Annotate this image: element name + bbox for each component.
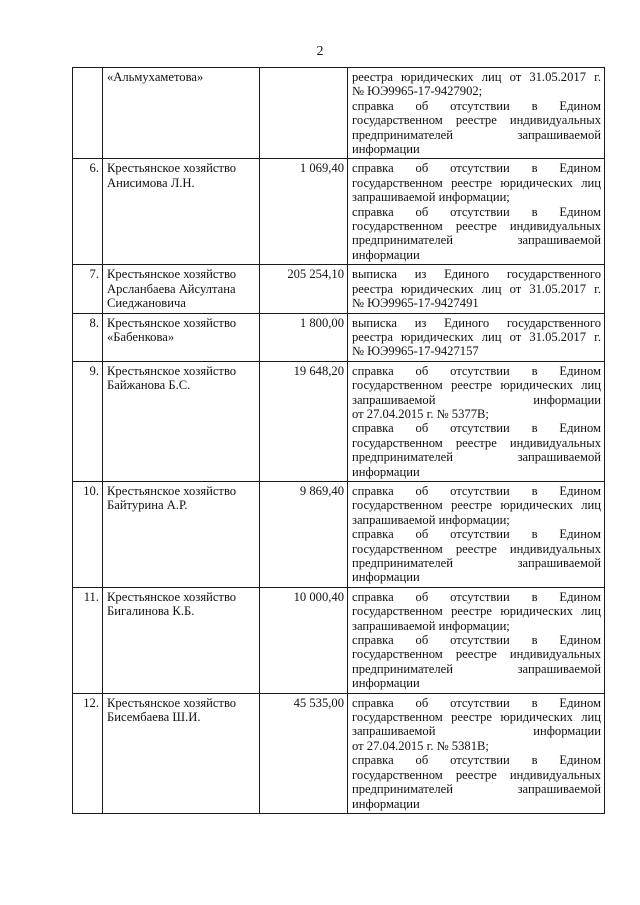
document-line: № ЮЭ9965-17-9427902; [352, 84, 483, 99]
document-line: № ЮЭ9965-17-9427491 [352, 296, 479, 311]
table-row [73, 481, 605, 587]
documents-cell [348, 313, 605, 361]
table-row [73, 159, 605, 265]
document-line: государственном реестре индивидуальных [352, 541, 601, 556]
farms-table [72, 67, 605, 814]
document-line: справка об отсутствии в Едином [352, 753, 601, 768]
table-row [73, 693, 605, 813]
table-row [73, 313, 605, 361]
row-number: 11. [73, 587, 103, 693]
documents-cell [348, 587, 605, 693]
row-number: 6. [73, 159, 103, 265]
document-line: выписка из Единого государственного [352, 315, 601, 330]
row-number: 9. [73, 361, 103, 481]
document-line: запрашиваемой информации; [352, 618, 510, 633]
document-line: запрашиваемой информации [352, 392, 601, 407]
document-line: № ЮЭ9965-17-9427157 [352, 344, 479, 359]
document-line: справка об отсутствии в Едином [352, 363, 601, 378]
farm-name-line: Крестьянское хозяйство [107, 363, 237, 378]
document-line: предпринимателей запрашиваемой [352, 233, 601, 248]
document-line: запрашиваемой информации; [352, 512, 510, 527]
document-line: от 27.04.2015 г. № 5377В; [352, 406, 489, 421]
documents-cell [348, 68, 605, 159]
table-row [73, 265, 605, 313]
farm-name-cell [103, 159, 260, 265]
document-line: справка об отсутствии в Едином [352, 589, 601, 604]
farm-name-line: Крестьянское хозяйство [107, 315, 237, 330]
farm-name-cell [103, 361, 260, 481]
document-line: государственном реестре юридических лиц [352, 710, 601, 725]
document-line: информации [352, 247, 420, 262]
document-line: предпринимателей запрашиваемой [352, 782, 601, 797]
document-line: государственном реестре юридических лиц [352, 175, 601, 190]
documents-cell [348, 159, 605, 265]
document-line: государственном реестре юридических лиц [352, 604, 601, 619]
document-line: справка об отсутствии в Едином [352, 527, 601, 542]
farm-name-line: Байжанова Б.С. [107, 378, 191, 393]
document-line: выписка из Единого государственного [352, 267, 601, 282]
document-line: предпринимателей запрашиваемой [352, 450, 601, 465]
farm-name-cell [103, 313, 260, 361]
document-line: государственном реестре индивидуальных [352, 219, 601, 234]
document-line: справка об отсутствии в Едином [352, 695, 601, 710]
farm-name-line: Бигалинова К.Б. [107, 604, 195, 619]
farm-name-line: Крестьянское хозяйство [107, 589, 237, 604]
row-number: 8. [73, 313, 103, 361]
document-line: государственном реестре индивидуальных [352, 113, 601, 128]
amount-cell: 1 069,40 [260, 159, 348, 265]
document-line: справка об отсутствии в Едином [352, 204, 601, 219]
document-line: предпринимателей запрашиваемой [352, 127, 601, 142]
farm-name-cell [103, 481, 260, 587]
document-line: информации [352, 796, 420, 811]
document-line: реестра юридических лиц от 31.05.2017 г. [352, 329, 601, 344]
document-line: справка об отсутствии в Едином [352, 633, 601, 648]
farm-name-line: Крестьянское хозяйство [107, 267, 237, 282]
document-line: предпринимателей запрашиваемой [352, 556, 601, 570]
farm-name-line: Бисембаева Ш.И. [107, 710, 201, 725]
document-line: справка об отсутствии в Едином [352, 483, 601, 498]
documents-cell [348, 361, 605, 481]
document-line: запрашиваемой информации; [352, 190, 510, 205]
document-line: государственном реестре индивидуальных [352, 435, 601, 450]
farm-name-line: Анисимова Л.Н. [107, 175, 195, 190]
page-number: 2 [316, 44, 324, 59]
table-row [73, 587, 605, 693]
documents-cell [348, 693, 605, 813]
farm-name-line: Крестьянское хозяйство [107, 483, 237, 498]
document-line: справка об отсутствии в Едином [352, 98, 601, 113]
documents-cell [348, 481, 605, 587]
farm-name-cell [103, 587, 260, 693]
document-line: информации [352, 676, 420, 691]
farm-name-cell [103, 693, 260, 813]
row-number: 12. [73, 693, 103, 813]
amount-cell [260, 68, 348, 159]
amount-cell: 1 800,00 [260, 313, 348, 361]
table-body [73, 68, 605, 814]
document-line: государственном реестре юридических лиц [352, 378, 601, 393]
amount-cell: 45 535,00 [260, 693, 348, 813]
amount-cell: 205 254,10 [260, 265, 348, 313]
farm-name-line: Крестьянское хозяйство [107, 695, 237, 710]
farm-name-line: Сиеджановича [107, 296, 186, 311]
amount-cell: 19 648,20 [260, 361, 348, 481]
farm-name-line: Арсланбаева Айсултана [107, 281, 236, 296]
amount-cell: 10 000,40 [260, 587, 348, 693]
documents-cell [348, 265, 605, 313]
document-line: государственном реестре индивидуальных [352, 767, 601, 782]
row-number: 7. [73, 265, 103, 313]
document-line: реестра юридических лиц от 31.05.2017 г. [352, 70, 601, 84]
document-line: от 27.04.2015 г. № 5381В; [352, 738, 489, 753]
document-line: информации [352, 570, 420, 585]
table-row [73, 68, 605, 159]
document-line: информации [352, 464, 420, 479]
document-line: предпринимателей запрашиваемой [352, 661, 601, 676]
document-line: справка об отсутствии в Едином [352, 421, 601, 436]
farm-name-cell [103, 68, 260, 159]
document-line: государственном реестре юридических лиц [352, 498, 601, 513]
farm-name-line: «Бабенкова» [107, 329, 175, 344]
farm-name-line: Крестьянское хозяйство [107, 161, 237, 176]
table-row [73, 361, 605, 481]
farm-name-line: «Альмухаметова» [107, 70, 204, 84]
row-number [73, 68, 103, 159]
document-line: реестра юридических лиц от 31.05.2017 г. [352, 281, 601, 296]
document-line: справка об отсутствии в Едином [352, 161, 601, 176]
farm-name-cell [103, 265, 260, 313]
document-line: государственном реестре индивидуальных [352, 647, 601, 662]
row-number: 10. [73, 481, 103, 587]
document-line: запрашиваемой информации [352, 724, 601, 739]
document-line: информации [352, 142, 420, 157]
amount-cell: 9 869,40 [260, 481, 348, 587]
farm-name-line: Байтурина А.Р. [107, 498, 188, 513]
